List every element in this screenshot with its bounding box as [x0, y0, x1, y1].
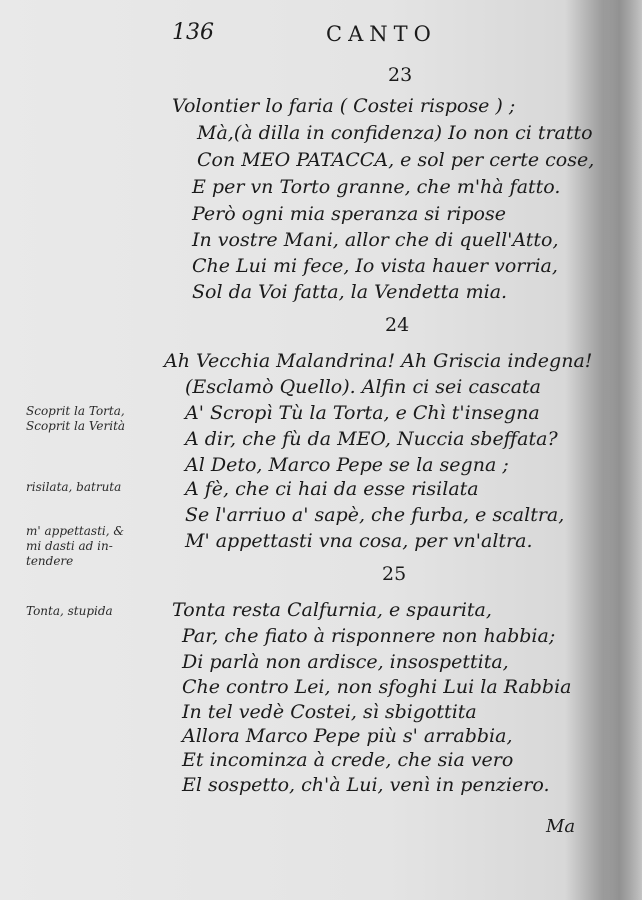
verse-line: Et incominza à crede, che sia vero [182, 749, 514, 771]
margin-note: risilata, batruta [26, 480, 122, 494]
verse-line: A dir, che fù da MEO, Nuccia sbeffata? [185, 428, 558, 450]
verse-line: A fè, che ci hai da esse risilata [185, 478, 479, 500]
margin-note: Tonta, stupida [26, 604, 113, 618]
page-number: 136 [172, 20, 214, 45]
verse-line: Di parlà non ardisce, insospettita, [182, 651, 509, 673]
stanza-number: 23 [388, 64, 413, 86]
verse-line: Tonta resta Calfurnia, e spaurita, [172, 599, 492, 621]
verse-line: M' appettasti vna cosa, per vn'altra. [185, 530, 533, 552]
verse-line: Che Lui mi fece, Io vista hauer vorria, [192, 255, 558, 277]
verse-line: A' Scropì Tù la Torta, e Chì t'insegna [185, 402, 540, 424]
margin-note: m' appettasti, & [26, 524, 125, 538]
verse-line: In vostre Mani, allor che di quell'Atto, [192, 229, 559, 251]
verse-line: Con MEO PATACCA, e sol per certe cose, [197, 149, 595, 171]
verse-line: Mà,(à dilla in confidenza) Io non ci tratto [197, 122, 593, 144]
margin-note: tendere [26, 554, 74, 568]
verse-line: (Esclamò Quello). Alfin ci sei cascata [185, 376, 541, 398]
verse-line: Al Deto, Marco Pepe se la segna ; [185, 454, 509, 476]
verse-line: Sol da Voi fatta, la Vendetta mia. [192, 281, 508, 303]
verse-line: Allora Marco Pepe più s' arrabbia, [182, 725, 513, 747]
verse-line: E per vn Torto granne, che m'hà fatto. [192, 176, 561, 198]
margin-note: Scoprit la Torta, [26, 404, 125, 418]
verse-line: Che contro Lei, non sfoghi Lui la Rabbia [182, 676, 572, 698]
verse-line: El sospetto, ch'à Lui, venì in penziero. [182, 774, 550, 796]
verse-line: In tel vedè Costei, sì sbigottita [182, 701, 477, 723]
page-gutter-shadow [604, 0, 642, 900]
verse-line: Volontier lo faria ( Costei rispose ) ; [172, 95, 516, 117]
verse-line: Ah Vecchia Malandrina! Ah Griscia indegna! [164, 350, 593, 372]
verse-line: Però ogni mia speranza si ripose [192, 203, 506, 225]
catchword: Ma [546, 816, 576, 837]
stanza-number: 24 [385, 314, 410, 336]
verse-line: Se l'arriuo a' sapè, che furba, e scaltra, [185, 504, 565, 526]
margin-note: mi dasti ad in- [26, 539, 113, 553]
stanza-number: 25 [382, 563, 407, 585]
verse-line: Par, che fiato à risponnere non habbia; [182, 625, 556, 647]
margin-note: Scoprit la Verità [26, 419, 126, 433]
running-head: CANTO [326, 22, 437, 46]
page-header [0, 20, 642, 54]
